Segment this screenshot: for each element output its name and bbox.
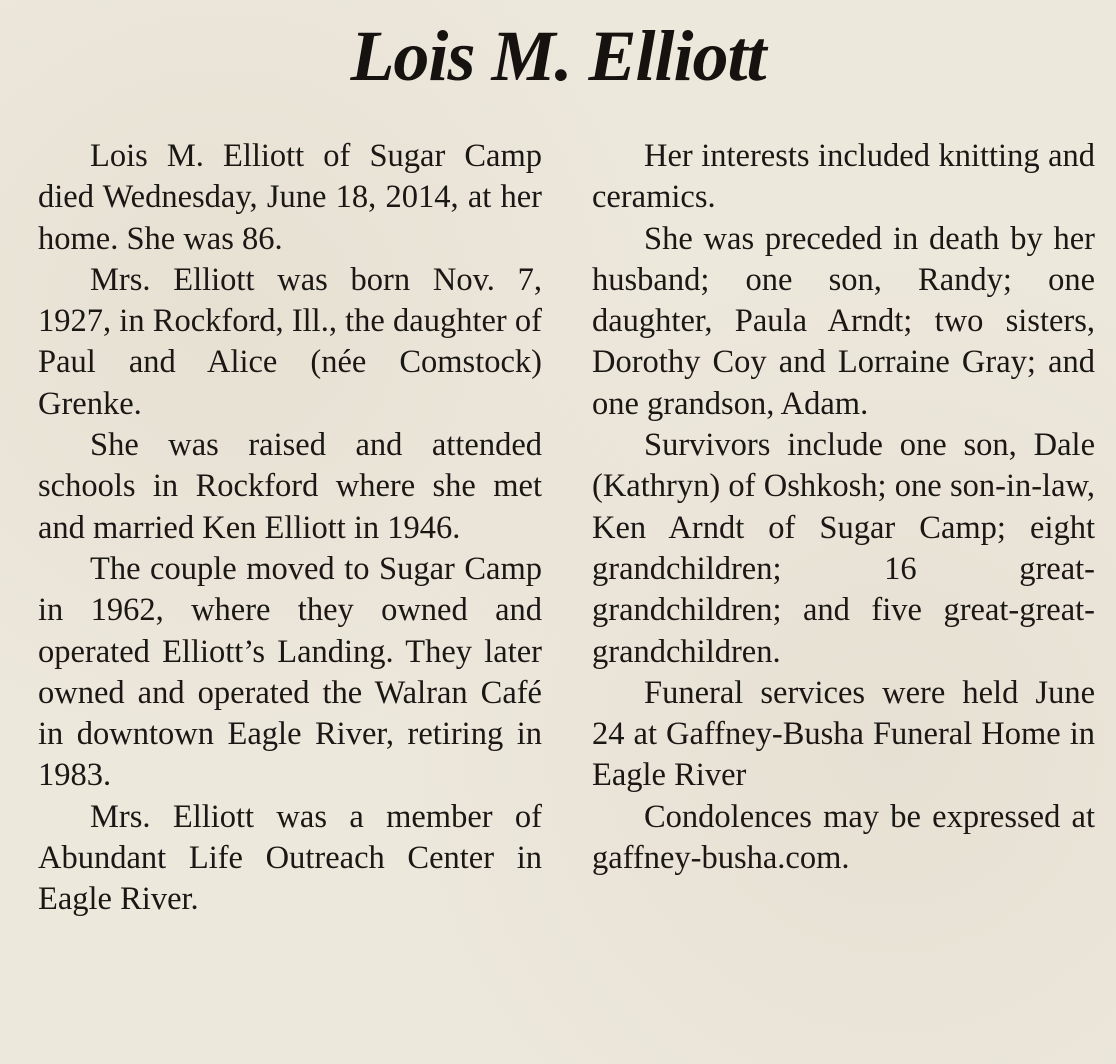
paragraph-marriage: She was raised and attended schools in Rockford where she met and married Ken Elliott in 1946. — [38, 427, 542, 546]
obituary-title: Lois M. Elliott — [350, 16, 766, 96]
paragraph-survivors: Survivors include one son, Dale (Kathryn) of Oshkosh; one son-in-law, Ken Arndt of Sugar Camp; eight grandchildren; 16 great-grandchildren; and five great-great-grandchildren. — [592, 427, 1095, 670]
paragraph-business: The couple moved to Sugar Camp in 1962, where they owned and operated Elliott’s Landing. They later owned and operated the Walran Café in downtown Eagle River, retiring in 1983. — [38, 550, 542, 794]
paragraph-death-notice: Lois M. Elliott of Sugar Camp died Wednesday, June 18, 2014, at her home. She was 86. — [38, 138, 542, 257]
paragraph-preceded-in-death: She was preceded in death by her husband; one son, Randy; one daughter, Paula Arndt; two sisters, Dorothy Coy and Lorraine Gray; and one grandson, Adam. — [592, 220, 1095, 422]
paragraph-condolences: Condolences may be expressed at gaffney-busha.com. — [592, 798, 1095, 877]
right-column — [592, 136, 1095, 879]
paragraph-funeral-services: Funeral services were held June 24 at Gaffney-Busha Funeral Home in Eagle River — [592, 674, 1095, 794]
paragraph-birth: Mrs. Elliott was born Nov. 7, 1927, in Rockford, Ill., the daughter of Paul and Alice (née Comstock) Grenke. — [38, 261, 542, 422]
paragraph-membership: Mrs. Elliott was a member of Abundant Life Outreach Center in Eagle River. — [38, 798, 542, 918]
left-column — [38, 136, 542, 921]
paragraph-interests: Her interests included knitting and ceramics. — [592, 138, 1095, 216]
